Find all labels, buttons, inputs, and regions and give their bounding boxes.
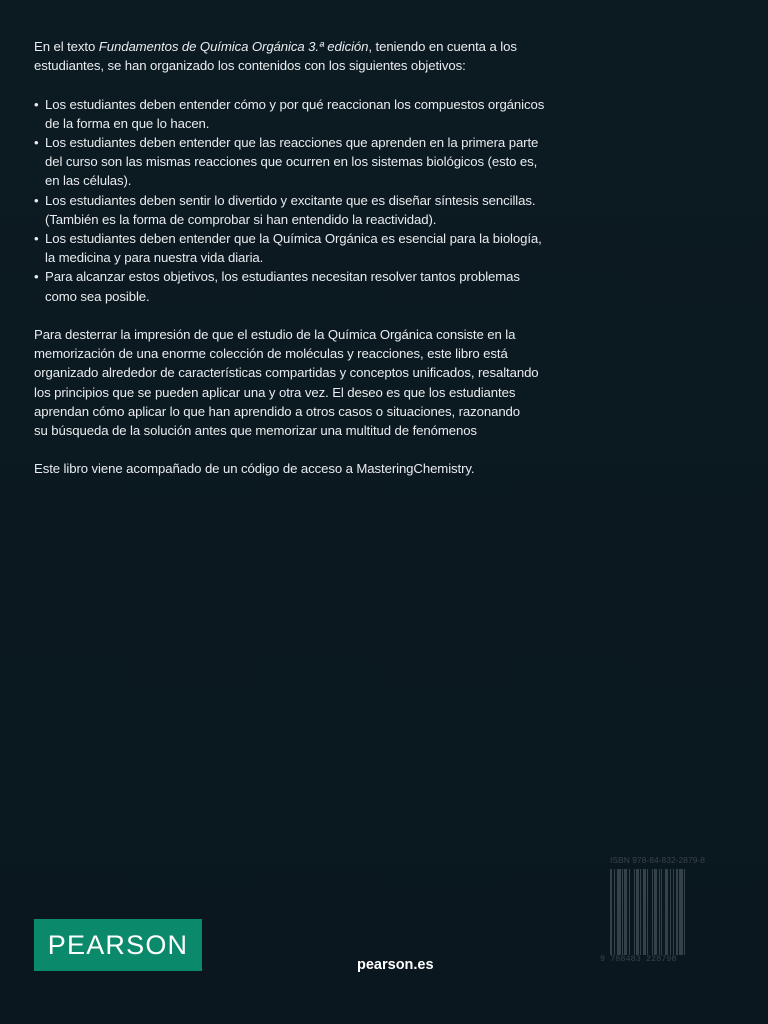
objective-line: como sea posible. — [45, 288, 150, 304]
barcode-number: 9 788483 228798 — [600, 954, 677, 964]
approach-paragraph — [34, 325, 579, 440]
objective-line: en las células). — [45, 173, 132, 189]
objectives-list — [34, 95, 579, 306]
paragraph-line: organizado alrededor de características compartidas y conceptos unificados, resaltando — [34, 365, 539, 381]
book-title: Fundamentos de Química Orgánica 3.ª edición — [98, 39, 369, 54]
objective-item — [34, 95, 579, 133]
intro-suffix: , teniendo en cuenta a los — [368, 39, 517, 54]
objective-line: Los estudiantes deben entender cómo y por qué reaccionan los compuestos orgánicos — [45, 96, 545, 112]
bullet-icon: • — [34, 269, 39, 285]
bullet-icon: • — [34, 96, 39, 112]
objective-item — [34, 229, 579, 267]
objective-line: de la forma en que lo hacen. — [45, 115, 210, 131]
objective-line: Para alcanzar estos objetivos, los estudiantes necesitan resolver tantos problemas — [45, 269, 520, 285]
objective-line: la medicina y para nuestra vida diaria. — [45, 250, 264, 266]
access-code-note: Este libro viene acompañado de un código de acceso a MasteringChemistry. — [34, 461, 475, 477]
objective-line: (También es la forma de comprobar si han entendido la reactividad). — [45, 211, 437, 227]
intro-paragraph — [34, 37, 579, 75]
logo-text: PEARSON — [47, 929, 189, 960]
bullet-icon: • — [34, 231, 39, 247]
pearson-logo — [34, 919, 202, 971]
objective-line: Los estudiantes deben entender que las reacciones que aprenden en la primera parte — [45, 135, 539, 150]
isbn-label: ISBN 978-84-832-2879-8 — [610, 855, 705, 865]
objective-item — [34, 133, 579, 191]
website-url: pearson.es — [357, 957, 434, 973]
bullet-icon: • — [34, 192, 39, 208]
paragraph-line: los principios que se pueden aplicar una y otra vez. El deseo es que los estudiantes — [34, 384, 516, 400]
paragraph-line: Para desterrar la impresión de que el estudio de la Química Orgánica consiste en la — [34, 327, 516, 343]
objective-item — [34, 191, 579, 229]
bullet-icon: • — [34, 135, 39, 150]
paragraph-line: aprendan cómo aplicar lo que han aprendido a otros casos o situaciones, razonando — [34, 403, 521, 419]
objective-line: del curso son las mismas reacciones que ocurren en los sistemas biológicos (esto es, — [45, 154, 538, 170]
objective-line: Los estudiantes deben sentir lo divertido y excitante que es diseñar síntesis sencillas. — [45, 192, 536, 208]
paragraph-line: su búsqueda de la solución antes que memorizar una multitud de fenómenos — [34, 423, 477, 439]
intro-prefix: En el texto — [34, 39, 99, 54]
paragraph-line: memorización de una enorme colección de moléculas y reacciones, este libro está — [34, 346, 508, 362]
cover-description — [34, 37, 579, 479]
objective-item — [34, 267, 579, 305]
barcode-icon — [610, 869, 722, 955]
barcode — [600, 855, 728, 967]
intro-line-2: estudiantes, se han organizado los contenidos con los siguientes objetivos: — [34, 58, 466, 74]
objective-line: Los estudiantes deben entender que la Química Orgánica es esencial para la biología, — [45, 231, 542, 247]
